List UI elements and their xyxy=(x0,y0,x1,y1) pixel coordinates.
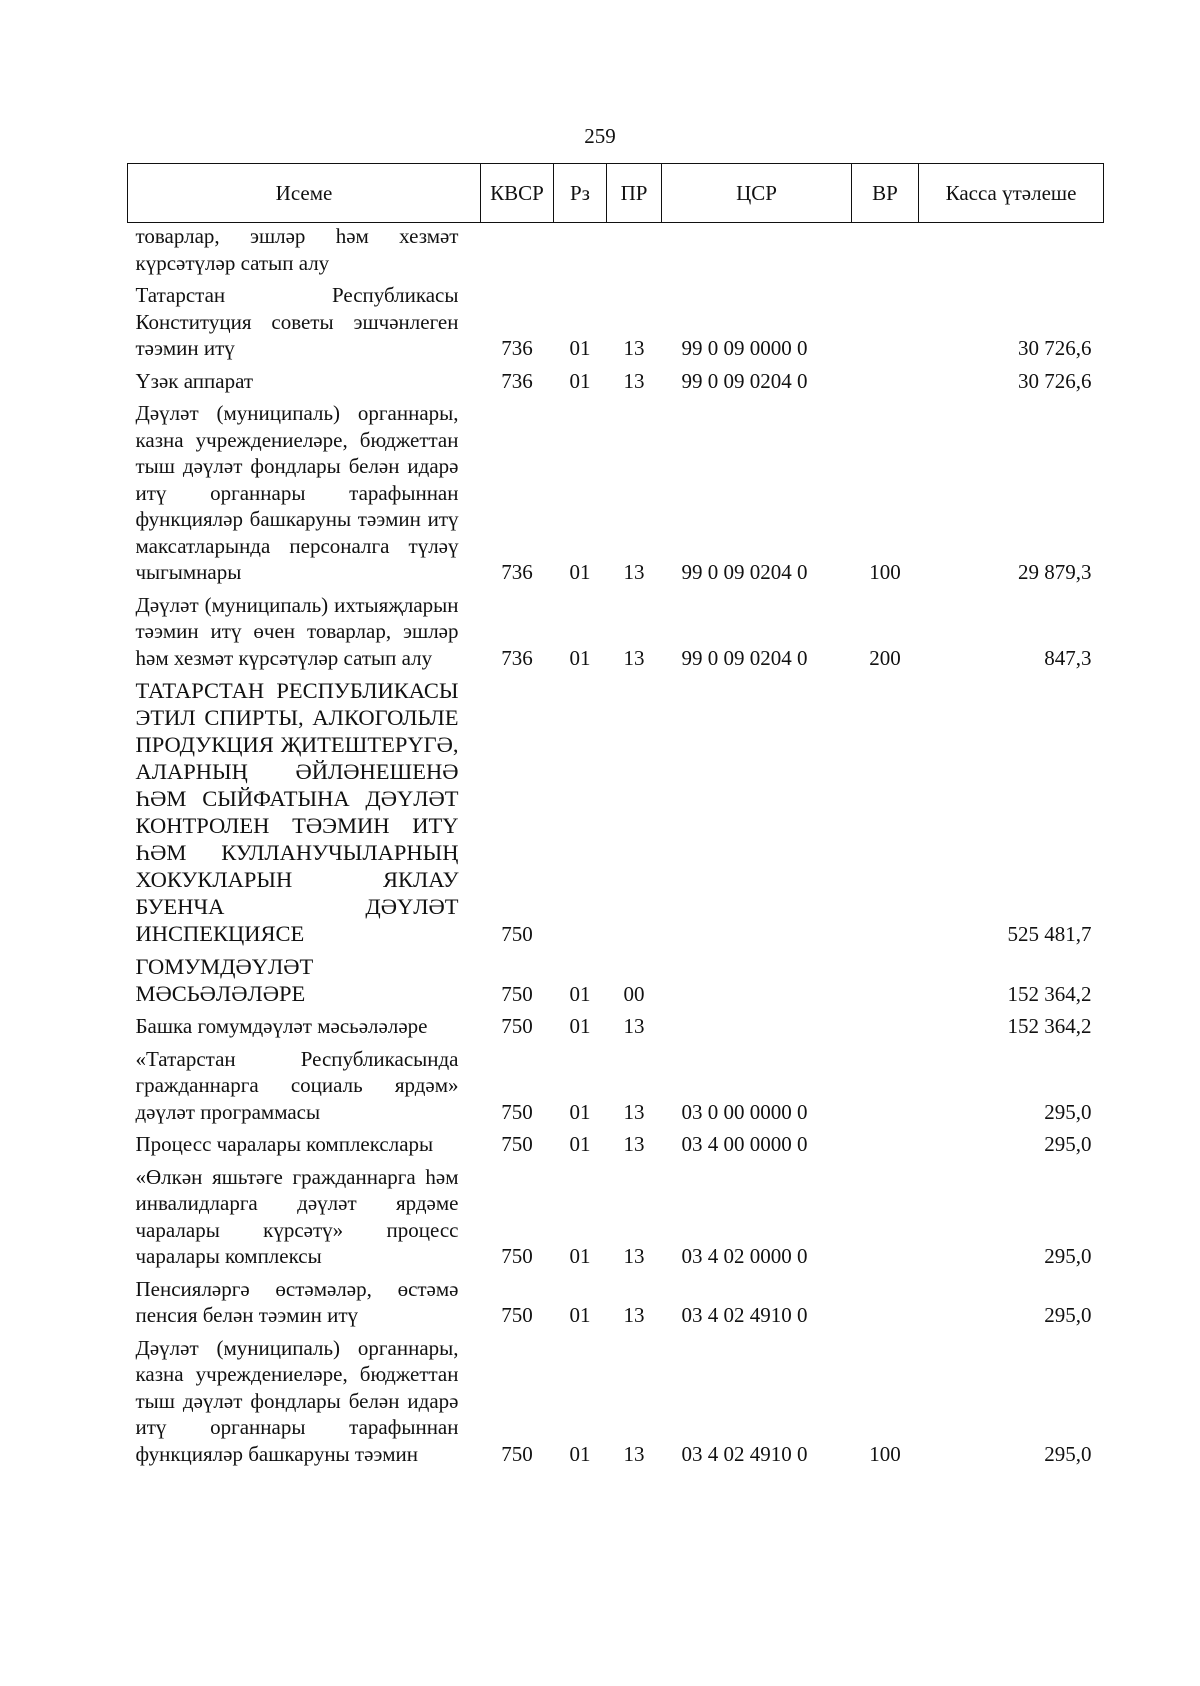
cell-kvsr: 750 xyxy=(501,1014,533,1038)
page-number: 259 xyxy=(584,124,616,148)
cell-pr: 13 xyxy=(623,336,645,360)
column-header-kassa: Касса үтәлеше xyxy=(919,164,1104,223)
cell-rz: 01 xyxy=(569,1303,591,1327)
cell-kassa: 152 364,2 xyxy=(1007,981,1092,1006)
table-header-row xyxy=(128,164,1104,223)
cell-pr: 13 xyxy=(623,1303,645,1327)
cell-csr xyxy=(662,1013,852,1046)
cell-csr: 03 4 00 0000 0 xyxy=(681,1132,808,1156)
cell-vr xyxy=(852,1013,919,1046)
cell-rz: 01 xyxy=(569,336,591,360)
cell-vr: 100 xyxy=(869,1441,901,1466)
cell-vr xyxy=(852,1046,919,1132)
cell-kvsr: 750 xyxy=(501,1132,533,1156)
cell-csr xyxy=(662,677,852,953)
cell-vr: 200 xyxy=(869,645,901,670)
budget-table xyxy=(127,163,1104,1473)
table-row xyxy=(128,1335,1104,1474)
cell-kvsr xyxy=(481,223,554,283)
cell-pr xyxy=(607,677,662,953)
column-header-pr: ПР xyxy=(607,164,662,223)
cell-name: ТАТАРСТАН РЕСПУБЛИКАСЫ ЭТИЛ СПИРТЫ, АЛКОГОЛЬЛЕ ПРОДУКЦИЯ ҖИТЕШТЕРҮГӘ, АЛАРНЫҢ ӘЙЛӘНЕШЕНӘ ҺӘМ СЫЙФАТЫНА ДӘҮЛӘТ КОНТРОЛЕН ТӘЭМИН ИТҮ ҺӘМ КУЛЛАНУЧЫЛАРНЫҢ ХОКУКЛАРЫН ЯКЛАУ БУЕНЧА ДӘҮЛӘТ ИНСПЕКЦИЯСЕ xyxy=(135,678,459,946)
table-row xyxy=(128,282,1104,368)
cell-pr: 13 xyxy=(623,560,645,584)
cell-name: товарлар, эшләр һәм хезмәт күрсәтүләр сатып алу xyxy=(135,224,459,275)
cell-pr: 13 xyxy=(623,1441,645,1466)
cell-kvsr: 736 xyxy=(501,645,533,670)
cell-pr: 13 xyxy=(623,1132,645,1156)
cell-csr: 99 0 09 0204 0 xyxy=(681,560,808,584)
cell-name: Татарстан Республикасы Конституция советы эшчәнлеген тәэмин итү xyxy=(135,283,459,360)
cell-rz: 01 xyxy=(569,1441,591,1466)
table-body xyxy=(128,223,1104,1474)
cell-vr xyxy=(852,953,919,1013)
cell-kvsr: 750 xyxy=(501,921,533,946)
cell-name: Үзәк аппарат xyxy=(135,368,254,393)
cell-vr xyxy=(852,223,919,283)
table-row xyxy=(128,677,1104,953)
table-row xyxy=(128,223,1104,283)
cell-kvsr: 750 xyxy=(501,1099,533,1124)
cell-pr: 13 xyxy=(623,645,645,670)
cell-name: Дәүләт (муниципаль) органнары, казна учреждениеләре, бюджеттан тыш дәүләт фондлары белән идарә итү органнары тарафыннан функцияләр башкаруны тәэмин xyxy=(135,1335,459,1466)
cell-kvsr: 750 xyxy=(501,1303,533,1327)
table-row xyxy=(128,400,1104,592)
cell-vr xyxy=(852,368,919,401)
cell-csr xyxy=(662,953,852,1013)
table-row xyxy=(128,1013,1104,1046)
cell-name: ГОМУМДӘҮЛӘТ МӘСЬӘЛӘЛӘРЕ xyxy=(135,954,314,1006)
table-row xyxy=(128,1276,1104,1335)
cell-rz: 01 xyxy=(569,981,591,1006)
cell-kassa: 29 879,3 xyxy=(1018,560,1092,584)
cell-name: «Өлкән яшьтәге гражданнарга һәм инвалидларга дәүләт ярдәме чаралары күрсәтү» процесс чаралары комплексы xyxy=(135,1164,459,1268)
cell-name: «Татарстан Республикасында гражданнарга социаль ярдәм» дәүләт программасы xyxy=(135,1046,459,1124)
cell-kvsr: 736 xyxy=(501,560,533,584)
cell-kassa: 30 726,6 xyxy=(1018,336,1092,360)
cell-pr xyxy=(607,223,662,283)
table-row xyxy=(128,953,1104,1013)
cell-kvsr: 750 xyxy=(501,981,533,1006)
cell-csr: 99 0 09 0204 0 xyxy=(681,645,808,670)
cell-kassa: 30 726,6 xyxy=(1018,368,1092,393)
cell-kassa xyxy=(919,223,1104,283)
cell-rz: 01 xyxy=(569,645,591,670)
column-header-csr: ЦСР xyxy=(662,164,852,223)
cell-name: Дәүләт (муниципаль) ихтыяҗларын тәэмин итү өчен товарлар, эшләр һәм хезмәт күрсәтүләр сатып алу xyxy=(135,592,459,670)
cell-csr: 03 0 00 0000 0 xyxy=(681,1099,808,1124)
cell-vr xyxy=(852,282,919,368)
cell-pr: 00 xyxy=(623,981,645,1006)
table-row xyxy=(128,368,1104,401)
cell-csr: 99 0 09 0204 0 xyxy=(681,368,808,393)
cell-csr: 03 4 02 0000 0 xyxy=(681,1244,808,1268)
cell-pr: 13 xyxy=(623,1099,645,1124)
cell-vr xyxy=(852,1164,919,1276)
cell-kassa: 295,0 xyxy=(1044,1441,1092,1466)
cell-kvsr: 736 xyxy=(501,368,533,393)
cell-vr xyxy=(852,1276,919,1335)
cell-pr: 13 xyxy=(623,1014,645,1038)
cell-rz xyxy=(554,223,607,283)
column-header-rz: Рз xyxy=(554,164,607,223)
cell-rz: 01 xyxy=(569,560,591,584)
cell-name: Пенсияләргә өстәмәләр, өстәмә пенсия белән тәэмин итү xyxy=(135,1276,459,1327)
cell-kassa: 295,0 xyxy=(1044,1099,1092,1124)
cell-vr xyxy=(852,1131,919,1164)
cell-rz: 01 xyxy=(569,368,591,393)
cell-rz: 01 xyxy=(569,1132,591,1156)
cell-kvsr: 750 xyxy=(501,1441,533,1466)
table-row xyxy=(128,1131,1104,1164)
cell-csr: 03 4 02 4910 0 xyxy=(681,1303,808,1327)
cell-kassa: 525 481,7 xyxy=(1007,921,1092,946)
cell-name: Процесс чаралары комплекслары xyxy=(135,1132,434,1156)
cell-rz: 01 xyxy=(569,1014,591,1038)
cell-kassa: 295,0 xyxy=(1044,1303,1092,1327)
cell-rz: 01 xyxy=(569,1099,591,1124)
column-header-name: Исеме xyxy=(128,164,481,223)
cell-pr: 13 xyxy=(623,1244,645,1268)
table-row xyxy=(128,1046,1104,1132)
cell-kassa: 847,3 xyxy=(1044,645,1092,670)
cell-rz xyxy=(554,677,607,953)
cell-rz: 01 xyxy=(569,1244,591,1268)
cell-csr xyxy=(662,223,852,283)
column-header-kvsr: КВСР xyxy=(481,164,554,223)
cell-kassa: 295,0 xyxy=(1044,1244,1092,1268)
cell-name: Дәүләт (муниципаль) органнары, казна учреждениеләре, бюджеттан тыш дәүләт фондлары белән идарә итү органнары тарафыннан функцияләр башкаруны тәэмин итү максатларында персоналга түләү чыгымнары xyxy=(135,401,459,584)
cell-name: Башка гомумдәүләт мәсьәләләре xyxy=(135,1014,428,1038)
table-row xyxy=(128,1164,1104,1276)
cell-vr xyxy=(852,677,919,953)
cell-kvsr: 736 xyxy=(501,336,533,360)
cell-kassa: 152 364,2 xyxy=(1007,1014,1092,1038)
cell-vr: 100 xyxy=(869,560,901,584)
table-row xyxy=(128,592,1104,678)
column-header-vr: ВР xyxy=(852,164,919,223)
cell-csr: 99 0 09 0000 0 xyxy=(681,336,808,360)
cell-kvsr: 750 xyxy=(501,1244,533,1268)
cell-kassa: 295,0 xyxy=(1044,1132,1092,1156)
cell-csr: 03 4 02 4910 0 xyxy=(681,1441,808,1466)
cell-pr: 13 xyxy=(623,368,645,393)
